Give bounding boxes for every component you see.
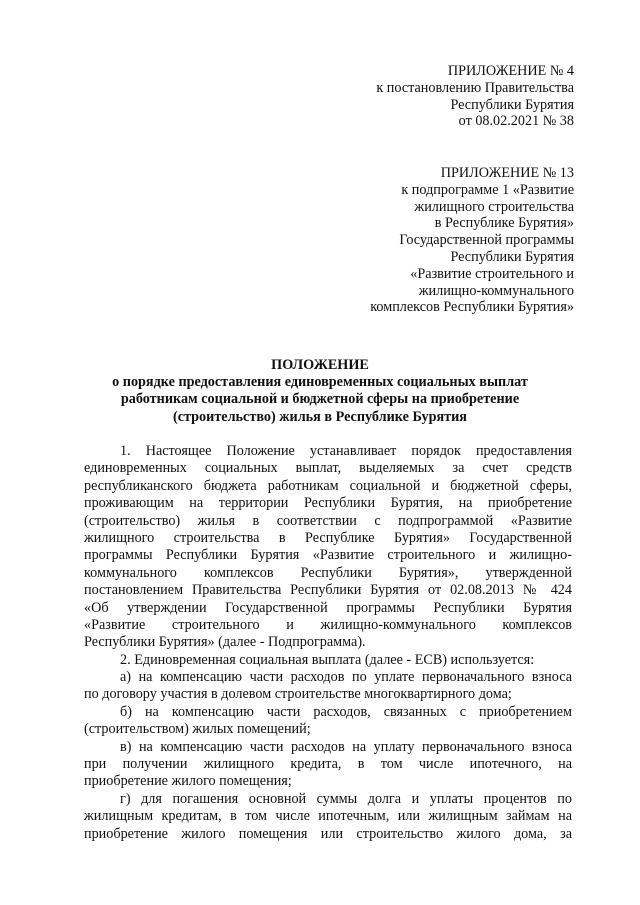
body-line: при получении жилищного кредита, в том числе ипотечного, на <box>84 756 572 773</box>
body-line: по договору участия в долевом строительстве многоквартирного дома; <box>84 686 512 703</box>
body-line: г) для погашения основной суммы долга и уплаты процентов по <box>120 790 572 807</box>
appendix-4-line: к постановлению Правительства <box>376 79 574 96</box>
document-body <box>84 443 572 843</box>
body-line: 1. Настоящее Положение устанавливает порядок предоставления <box>120 443 572 459</box>
body-line: республиканского бюджета работникам социальной и бюджетной сферы, <box>84 477 572 494</box>
body-line: проживающим на территории Республики Бурятия, на приобретение <box>84 495 572 512</box>
title-line: о порядке предоставления единовременных социальных выплат <box>112 374 528 391</box>
body-line: жилищного строительства в Республике Бурятия» Государственной <box>84 529 572 546</box>
title-line: работникам социальной и бюджетной сферы на приобретение <box>120 391 520 408</box>
body-line: а) на компенсацию части расходов по уплате первоначального взноса <box>120 669 572 686</box>
body-line: приобретение жилого помещения или строительство жилого дома, за <box>84 825 572 842</box>
body-line: постановлением Правительства Республики Бурятия от 02.08.2013 № 424 <box>84 582 572 599</box>
body-line: в) на компенсацию части расходов на уплату первоначального взноса <box>120 738 572 755</box>
appendix-13-line: Государственной программы <box>399 232 574 249</box>
appendix-13-line: комплексов Республики Бурятия» <box>370 299 574 316</box>
appendix-4-line: Республики Бурятия <box>450 96 574 113</box>
title-heading: ПОЛОЖЕНИЕ <box>271 357 369 373</box>
body-line: единовременных социальных выплат, выделяемых за счет средств <box>84 460 572 477</box>
body-line: б) на компенсацию части расходов, связанных с приобретением <box>120 703 572 720</box>
body-line: Республики Бурятия» (далее - Подпрограмма). <box>84 634 366 651</box>
appendix-13-line: ПРИЛОЖЕНИЕ № 13 <box>440 165 574 181</box>
appendix-4-line: от 08.02.2021 № 38 <box>458 113 574 130</box>
body-line: жилищным кредитам, в том числе ипотечным, или жилищным займам на <box>84 808 572 825</box>
appendix-13-line: в Республике Бурятия» <box>434 215 574 232</box>
title-line: (строительство) жилья в Республике Бурятия <box>173 408 467 425</box>
body-line: «Развитие строительного и жилищно-коммунального комплексов <box>84 616 572 633</box>
body-line: «Об утверждении Государственной программы Республики Бурятия <box>84 599 572 616</box>
body-line: 2. Единовременная социальная выплата (далее - ЕСВ) используется: <box>120 651 535 668</box>
appendix-4-line: ПРИЛОЖЕНИЕ № 4 <box>447 63 574 79</box>
appendix-13-header <box>370 165 574 316</box>
body-line: коммунального комплексов Республики Бурятия», утвержденной <box>84 564 572 581</box>
appendix-13-line: жилищного строительства <box>414 198 574 215</box>
body-line: (строительство) жилья в соответствии с подпрограммой «Развитие <box>84 512 572 529</box>
appendix-13-line: к подпрограмме 1 «Развитие <box>401 181 574 198</box>
document-title <box>84 357 556 426</box>
body-line: программы Республики Бурятия «Развитие строительного и жилищно- <box>84 547 572 564</box>
appendix-13-line: «Развитие строительного и <box>410 265 574 282</box>
appendix-4-header <box>376 63 574 130</box>
appendix-13-line: жилищно-коммунального <box>418 282 574 299</box>
body-line: приобретение жилого помещения; <box>84 773 292 790</box>
appendix-13-line: Республики Бурятия <box>450 248 574 265</box>
body-line: (строительством) жилых помещений; <box>84 721 311 738</box>
